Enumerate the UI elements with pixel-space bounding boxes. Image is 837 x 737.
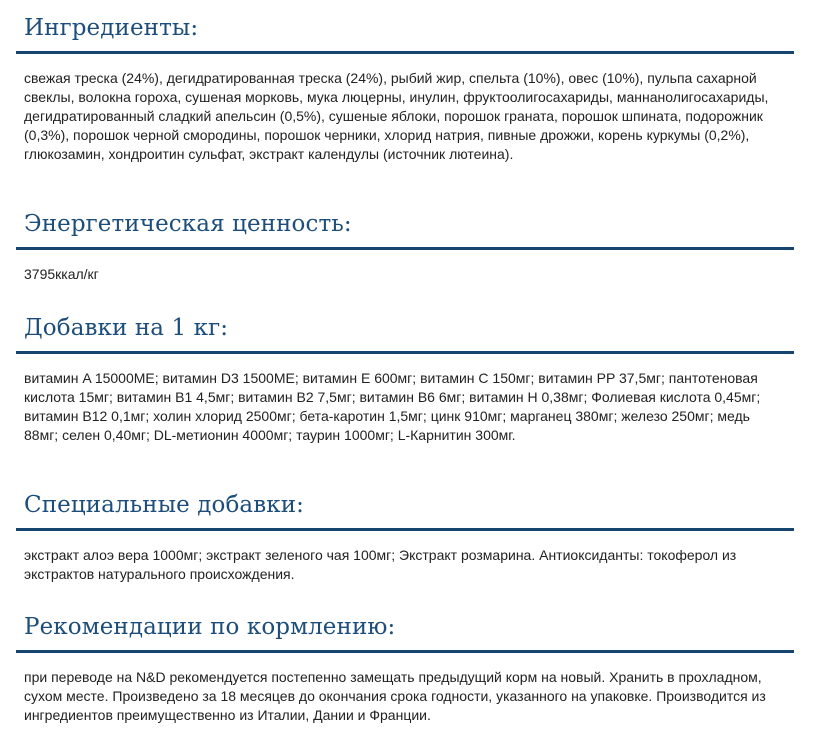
section-text-additives: витамин A 15000МЕ; витамин D3 1500МЕ; витамин Е 600мг; витамин С 150мг; витамин PP 37,5мг; пантотеновая кислота 15мг; витамин В1 4,5мг; витамин В2 7,5мг; витамин В6 6мг; витамин Н 0,38мг; Фолиевая кислота 0,45мг; витамин В12 0,1мг; холин хлорид 2500мг; бета-каротин 1,5мг; цинк 910мг; марганец 380мг; железо 250мг; медь 88мг; селен 0,40мг; DL-метионин 4000мг; таурин 1000мг; L-Карнитин 300мг. (24, 370, 761, 443)
section-feeding (16, 612, 794, 725)
section-ingredients (16, 13, 794, 164)
section-divider (16, 650, 794, 653)
section-divider (16, 351, 794, 354)
section-title-additives: Добавки на 1 кг: (24, 315, 229, 341)
section-divider (16, 51, 794, 54)
section-additives (16, 313, 794, 445)
section-title-energy: Энергетическая ценность: (24, 211, 352, 237)
section-title-ingredients: Ингредиенты: (24, 15, 199, 41)
section-divider (16, 247, 794, 250)
section-text-ingredients: свежая треска (24%), дегидратированная треска (24%), рыбий жир, спельта (10%), овес (10%), пульпа сахарной свеклы, волокна гороха, сушеная морковь, мука люцерны, инулин, фруктоолигосахариды, маннанолигосахариды, дегидратированный сладкий апельсин (0,5%), сушеные яблоки, порошок граната, порошок шпината, подорожник (0,3%), порошок черной смородины, порошок черники, хлорид натрия, пивные дрожжи, корень куркумы (0,2%), глюкозамин, хондроитин сульфат, экстракт календулы (источник лютеина). (24, 70, 769, 162)
section-special-additives (16, 490, 794, 584)
section-text-energy: 3795ккал/кг (24, 266, 99, 282)
section-energy (16, 209, 794, 284)
section-title-special-additives: Специальные добавки: (24, 492, 305, 518)
section-divider (16, 528, 794, 531)
section-text-special-additives: экстракт алоэ вера 1000мг; экстракт зеленого чая 100мг; Экстракт розмарина. Антиоксиданты: токоферол из экстрактов натурального происхождения. (24, 547, 737, 582)
section-text-feeding: при переводе на N&D рекомендуется постепенно замещать предыдущий корм на новый. Хранить в прохладном, сухом месте. Произведено за 18 месяцев до окончания срока годности, указанного на упаковке. Производится из ингредиентов преимущественно из Италии, Дании и Франции. (24, 669, 766, 723)
section-title-feeding: Рекомендации по кормлению: (24, 614, 396, 640)
